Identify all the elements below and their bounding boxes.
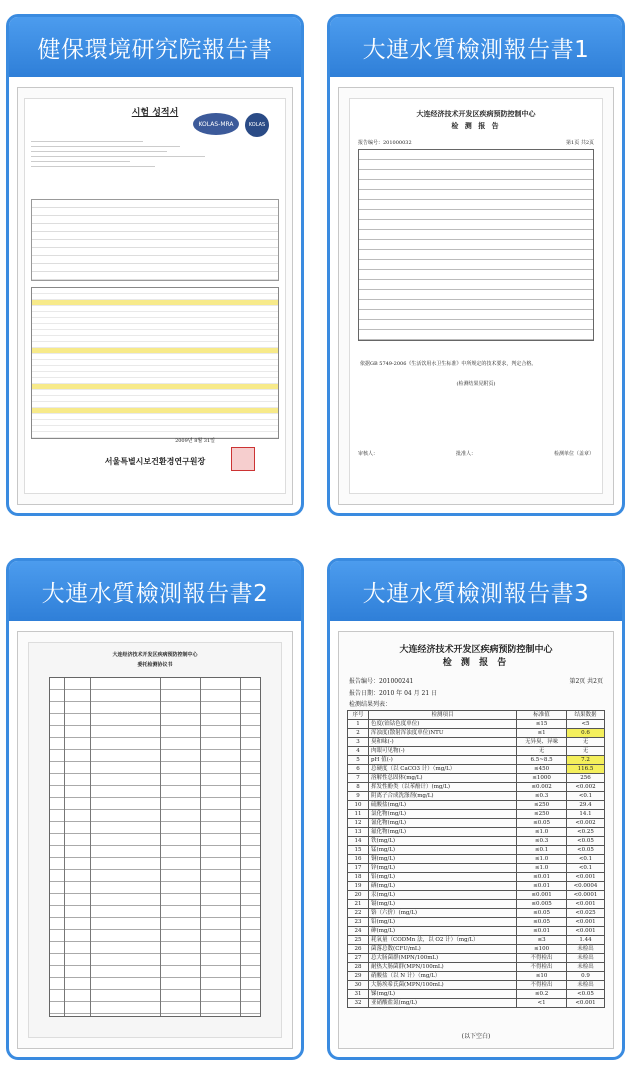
mra-logo-icon: KOLAS-MRA (193, 113, 239, 135)
report-image-dalian-3 (338, 631, 614, 1049)
doc-date: 2009년 8월 31일 (175, 438, 215, 444)
table-row (348, 927, 605, 936)
card-health-report[interactable] (6, 14, 304, 516)
doc-title: 委托检测协议书 (137, 662, 173, 668)
stamp-icon (231, 447, 255, 471)
cell-result: 无 (567, 738, 605, 747)
cell-result: 未检出 (567, 945, 605, 954)
table-row (348, 738, 605, 747)
cell-result: 14.1 (567, 810, 605, 819)
cell-item: 总大肠菌群(MPN/100mL) (369, 954, 517, 963)
card-dalian-report-2[interactable] (6, 558, 304, 1060)
cell-index: 28 (348, 963, 369, 972)
cell-item: 汞(mg/L) (369, 891, 517, 900)
cell-result: 256 (567, 774, 605, 783)
cell-standard: ≤0.002 (517, 783, 567, 792)
table-row (348, 963, 605, 972)
cell-index: 7 (348, 774, 369, 783)
cell-item: 铜(mg/L) (369, 855, 517, 864)
col-standard: 标准值 (517, 711, 567, 720)
table-row (348, 801, 605, 810)
page-number: 第1页 共2页 (566, 140, 594, 146)
cell-result: <0.001 (567, 999, 605, 1008)
cell-index: 30 (348, 981, 369, 990)
cell-index: 15 (348, 846, 369, 855)
cell-standard: ≤0.01 (517, 882, 567, 891)
cell-standard: ≤3 (517, 936, 567, 945)
cell-item: 砷(mg/L) (369, 927, 517, 936)
cell-index: 4 (348, 747, 369, 756)
cell-standard: ≤1.0 (517, 864, 567, 873)
cell-item: 锌(mg/L) (369, 864, 517, 873)
doc-meta (349, 676, 603, 685)
doc-results-label-row (349, 699, 603, 708)
cell-result: <0.025 (567, 909, 605, 918)
cell-result: 未检出 (567, 981, 605, 990)
doc-header-lines (31, 137, 279, 167)
cell-standard: ≤0.2 (517, 990, 567, 999)
cell-index: 27 (348, 954, 369, 963)
doc-title: 检 测 报 告 (442, 658, 510, 668)
table-row (348, 783, 605, 792)
cell-standard: ≤0.3 (517, 837, 567, 846)
report-number: 报告编号：201000032 (358, 140, 412, 146)
cell-item: 硫酸盐(mg/L) (369, 801, 517, 810)
cell-index: 6 (348, 765, 369, 774)
table-row (348, 990, 605, 999)
approver-label: 批准人： (455, 451, 476, 457)
cell-result: 0.9 (567, 972, 605, 981)
card-title: 大連水質檢測報告書1 (330, 17, 622, 77)
cell-index: 2 (348, 729, 369, 738)
report-image-dalian-1 (338, 87, 614, 505)
table-row (348, 774, 605, 783)
cell-item: 亚硝酸盐氮(mg/L) (369, 999, 517, 1008)
cell-item: 铅(mg/L) (369, 918, 517, 927)
cell-result: <0.05 (567, 846, 605, 855)
cell-result: 1.44 (567, 936, 605, 945)
report-image-korean (17, 87, 293, 505)
card-title: 大連水質檢測報告書3 (330, 561, 622, 621)
table-row (348, 900, 605, 909)
cell-index: 23 (348, 918, 369, 927)
cell-result: <0.0004 (567, 882, 605, 891)
kolas-logo-icon: KOLAS (245, 113, 269, 137)
cell-item: pH 值(-) (369, 756, 517, 765)
table-row (348, 891, 605, 900)
cell-result: 116.5 (567, 765, 605, 774)
cell-result: 未检出 (567, 963, 605, 972)
unit-label: 检测单位（盖章） (553, 451, 594, 457)
report-date: 报告日期：2010 年 04 月 21 日 (349, 690, 438, 697)
cell-index: 12 (348, 819, 369, 828)
cell-result: <0.002 (567, 819, 605, 828)
doc-meta (358, 139, 594, 146)
cell-item: 铝(mg/L) (369, 873, 517, 882)
table-row (348, 747, 605, 756)
cell-index: 24 (348, 927, 369, 936)
cell-item: 氯化物(mg/L) (369, 810, 517, 819)
results-label: 检测结果列表： (349, 701, 392, 708)
cell-index: 31 (348, 990, 369, 999)
table-row (348, 810, 605, 819)
table-row (348, 882, 605, 891)
cell-item: 阴离子合成洗涤剂(mg/L) (369, 792, 517, 801)
table-row (348, 828, 605, 837)
cell-standard: 不得检出 (517, 963, 567, 972)
cell-standard: ≤0.01 (517, 873, 567, 882)
cell-standard: 6.5~8.5 (517, 756, 567, 765)
cell-result: <0.1 (567, 855, 605, 864)
table-header-row (348, 711, 605, 720)
table-row (348, 945, 605, 954)
table-row (348, 954, 605, 963)
cell-standard: ≤1 (517, 729, 567, 738)
doc-signatures (358, 450, 594, 457)
doc-title: 检 测 报 告 (451, 121, 501, 130)
doc-info-grid (358, 149, 594, 341)
table-row (348, 873, 605, 882)
doc-date-row (349, 688, 603, 697)
cell-index: 26 (348, 945, 369, 954)
cell-result: <0.001 (567, 873, 605, 882)
cell-standard: ≤250 (517, 810, 567, 819)
doc-footer: (以下空白) (461, 1033, 491, 1040)
doc-info-table (31, 199, 279, 281)
cell-item: 铬（六价）(mg/L) (369, 909, 517, 918)
cell-result: <0.05 (567, 990, 605, 999)
table-row (348, 846, 605, 855)
cell-item: 耐热大肠菌群(MPN/100mL) (369, 963, 517, 972)
report-image-dalian-2 (17, 631, 293, 1049)
cell-index: 14 (348, 837, 369, 846)
cell-index: 29 (348, 972, 369, 981)
table-row (348, 981, 605, 990)
cell-result: <0.002 (567, 783, 605, 792)
cell-standard: ≤0.1 (517, 846, 567, 855)
cell-index: 19 (348, 882, 369, 891)
table-row (348, 972, 605, 981)
cell-index: 3 (348, 738, 369, 747)
table-row (348, 936, 605, 945)
cell-index: 25 (348, 936, 369, 945)
doc-org: 서울특별시보건환경연구원장 (104, 457, 206, 466)
table-row (348, 837, 605, 846)
table-row (348, 864, 605, 873)
doc-conclusion-note: (检测结果见附页) (456, 381, 496, 387)
cell-standard: 无 (517, 747, 567, 756)
cell-index: 9 (348, 792, 369, 801)
cell-item: 锑(mg/L) (369, 990, 517, 999)
cell-item: 浑浊度(散射浑浊度单位)NTU (369, 729, 517, 738)
cell-result: <0.001 (567, 900, 605, 909)
cell-standard: ≤0.01 (517, 927, 567, 936)
cell-standard: ≤1.0 (517, 828, 567, 837)
cell-index: 10 (348, 801, 369, 810)
cell-result: <0.001 (567, 918, 605, 927)
cell-standard: ≤0.005 (517, 900, 567, 909)
cell-index: 22 (348, 909, 369, 918)
table-row (348, 819, 605, 828)
certification-logos (193, 113, 269, 137)
cell-item: 总硬度（以 CaCO3 计）（mg/L） (369, 765, 517, 774)
report-number: 报告编号：201000241 (349, 678, 414, 685)
cell-item: 耗氧量（CODMn 法，以 O2 计）（mg/L） (369, 936, 517, 945)
cell-index: 17 (348, 864, 369, 873)
cell-standard: <1 (517, 999, 567, 1008)
cell-item: 溶解性总固体(mg/L) (369, 774, 517, 783)
cell-standard: ≤15 (517, 720, 567, 729)
cell-standard: ≤0.001 (517, 891, 567, 900)
cell-index: 20 (348, 891, 369, 900)
table-row (348, 909, 605, 918)
card-dalian-report-1[interactable] (327, 14, 625, 516)
card-title: 健保環境研究院報告書 (9, 17, 301, 77)
cell-result: 0.6 (567, 729, 605, 738)
cell-result: 未检出 (567, 954, 605, 963)
cell-result: 29.4 (567, 801, 605, 810)
cell-item: 菌落总数(CFU/mL) (369, 945, 517, 954)
cell-standard: ≤450 (517, 765, 567, 774)
cell-item: 锰(mg/L) (369, 846, 517, 855)
cell-result: 无 (567, 747, 605, 756)
table-row (348, 729, 605, 738)
cell-item: 肉眼可见物(-) (369, 747, 517, 756)
doc-title: 시험 성적서 (131, 108, 179, 118)
cell-index: 21 (348, 900, 369, 909)
cell-result: <0.001 (567, 927, 605, 936)
table-row (348, 918, 605, 927)
cell-item: 臭和味(-) (369, 738, 517, 747)
col-index: 序号 (348, 711, 369, 720)
cell-item: 大肠埃希氏菌(MPN/100mL) (369, 981, 517, 990)
cell-standard: ≤0.05 (517, 918, 567, 927)
doc-form-grid (49, 677, 261, 1017)
cell-standard: ≤250 (517, 801, 567, 810)
cell-index: 11 (348, 810, 369, 819)
reviewer-label: 审核人： (358, 451, 379, 457)
cell-index: 5 (348, 756, 369, 765)
cell-standard: ≤1.0 (517, 855, 567, 864)
table-row (348, 792, 605, 801)
cell-item: 挥发性酚类（以苯酚计）(mg/L) (369, 783, 517, 792)
cell-result: <0.1 (567, 792, 605, 801)
table-row (348, 756, 605, 765)
table-row (348, 765, 605, 774)
cell-index: 8 (348, 783, 369, 792)
cell-item: 铁(mg/L) (369, 837, 517, 846)
cell-standard: ≤0.3 (517, 792, 567, 801)
cell-item: 色度(铂钴色度单位) (369, 720, 517, 729)
cell-result: <0.05 (567, 837, 605, 846)
doc-org: 大连经济技术开发区疾病预防控制中心 (399, 645, 553, 655)
cell-standard: 无异臭、异味 (517, 738, 567, 747)
card-dalian-report-3[interactable] (327, 558, 625, 1060)
doc-org: 大连经济技术开发区疾病预防控制中心 (416, 109, 536, 118)
table-row (348, 855, 605, 864)
cell-result: 7.2 (567, 756, 605, 765)
page-number: 第2页 共2页 (569, 678, 603, 685)
card-title: 大連水質檢測報告書2 (9, 561, 301, 621)
cell-standard: ≤1000 (517, 774, 567, 783)
cell-standard: 不得检出 (517, 954, 567, 963)
cell-item: 氟化物(mg/L) (369, 828, 517, 837)
doc-result-table (31, 287, 279, 439)
cell-item: 氰化物(mg/L) (369, 819, 517, 828)
cell-item: 硝酸盐（以 N 计）（mg/L） (369, 972, 517, 981)
cell-standard: ≤100 (517, 945, 567, 954)
cell-index: 1 (348, 720, 369, 729)
cell-index: 32 (348, 999, 369, 1008)
cell-index: 13 (348, 828, 369, 837)
cell-item: 硒(mg/L) (369, 882, 517, 891)
cell-item: 镉(mg/L) (369, 900, 517, 909)
table-row (348, 720, 605, 729)
cell-result: <0.0001 (567, 891, 605, 900)
cell-result: <0.25 (567, 828, 605, 837)
table-row (348, 999, 605, 1008)
cell-index: 18 (348, 873, 369, 882)
cell-standard: ≤0.05 (517, 819, 567, 828)
cell-index: 16 (348, 855, 369, 864)
doc-conclusion: 依据GB 5749-2006《生活饮用水卫生标准》中所规定的技术要求，判定合格。 (360, 361, 537, 367)
cell-result: <0.1 (567, 864, 605, 873)
results-table (347, 710, 605, 1008)
col-item: 检测项目 (369, 711, 517, 720)
cell-standard: ≤0.05 (517, 909, 567, 918)
col-result: 结果数据 (567, 711, 605, 720)
doc-org: 大连经济技术开发区疾病预防控制中心 (112, 652, 198, 658)
cell-standard: 不得检出 (517, 981, 567, 990)
cell-standard: ≤10 (517, 972, 567, 981)
cell-result: <5 (567, 720, 605, 729)
